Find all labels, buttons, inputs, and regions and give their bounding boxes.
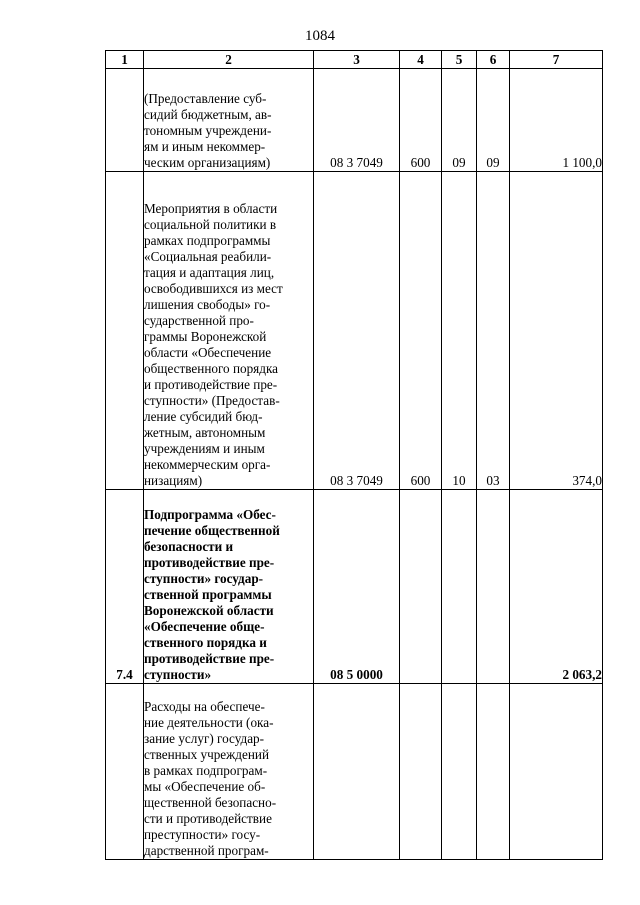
- row-number: 7.4: [106, 490, 144, 684]
- row-description: [144, 684, 314, 860]
- row-description-text: Расходы на обеспече- ние деятельности (ока- зание услуг) государ- ственных учреждений в рамках подпрограм- мы «Обеспечение об- щественной безопасно- сти и противодействие преступности» госу- дарственной програм-: [144, 699, 277, 858]
- row-amount: 2 063,2: [510, 490, 603, 684]
- table-row-subprogram: [106, 490, 603, 684]
- budget-table: [105, 50, 603, 860]
- row-expense-type: [400, 490, 442, 684]
- row-subsection: 09: [477, 69, 510, 172]
- row-amount: [510, 684, 603, 860]
- table-row: [106, 684, 603, 860]
- row-section: [442, 684, 477, 860]
- row-number: [106, 69, 144, 172]
- row-expense-type: 600: [400, 172, 442, 490]
- row-target-code: 08 5 0000: [314, 490, 400, 684]
- row-target-code: [314, 684, 400, 860]
- row-subsection: [477, 684, 510, 860]
- row-description: [144, 69, 314, 172]
- row-amount: 374,0: [510, 172, 603, 490]
- row-target-code: 08 3 7049: [314, 69, 400, 172]
- row-description-text: (Предоставление суб- сидий бюджетным, ав- тономным учреждени- ям и иным некоммер- ческим организациям): [144, 91, 272, 170]
- row-subsection: 03: [477, 172, 510, 490]
- row-description: [144, 490, 314, 684]
- header-cell: 5: [442, 51, 477, 69]
- header-cell: 6: [477, 51, 510, 69]
- header-cell: 4: [400, 51, 442, 69]
- row-target-code: 08 3 7049: [314, 172, 400, 490]
- row-amount: 1 100,0: [510, 69, 603, 172]
- row-description: [144, 172, 314, 490]
- header-cell: 2: [144, 51, 314, 69]
- header-cell: 7: [510, 51, 603, 69]
- row-expense-type: [400, 684, 442, 860]
- row-description-text: Мероприятия в области социальной политики в рамках подпрограммы «Социальная реабили- тация и адаптация лиц, освободившихся из мест лишения свободы» го- сударственной про- граммы Воронежской области «Обеспечение общественного порядка и противодействие пре- ступности» (Предостав- ление субсидий бюд- жетным, автономным учреждениям и иным некоммерческим орга- низациям): [144, 201, 283, 488]
- table-row: [106, 172, 603, 490]
- row-number: [106, 172, 144, 490]
- table-row: [106, 69, 603, 172]
- page-number: 1084: [305, 28, 335, 44]
- row-section: [442, 490, 477, 684]
- header-cell: 1: [106, 51, 144, 69]
- table-header-row: [106, 51, 603, 69]
- row-section: 10: [442, 172, 477, 490]
- header-cell: 3: [314, 51, 400, 69]
- row-section: 09: [442, 69, 477, 172]
- row-description-text: Подпрограмма «Обес- печение общественной безопасности и противодействие пре- ступности» государ- ственной программы Воронежской области «Обеспечение обще- ственного порядка и противодействие пре- ступности»: [144, 507, 280, 682]
- row-expense-type: 600: [400, 69, 442, 172]
- row-number: [106, 684, 144, 860]
- row-subsection: [477, 490, 510, 684]
